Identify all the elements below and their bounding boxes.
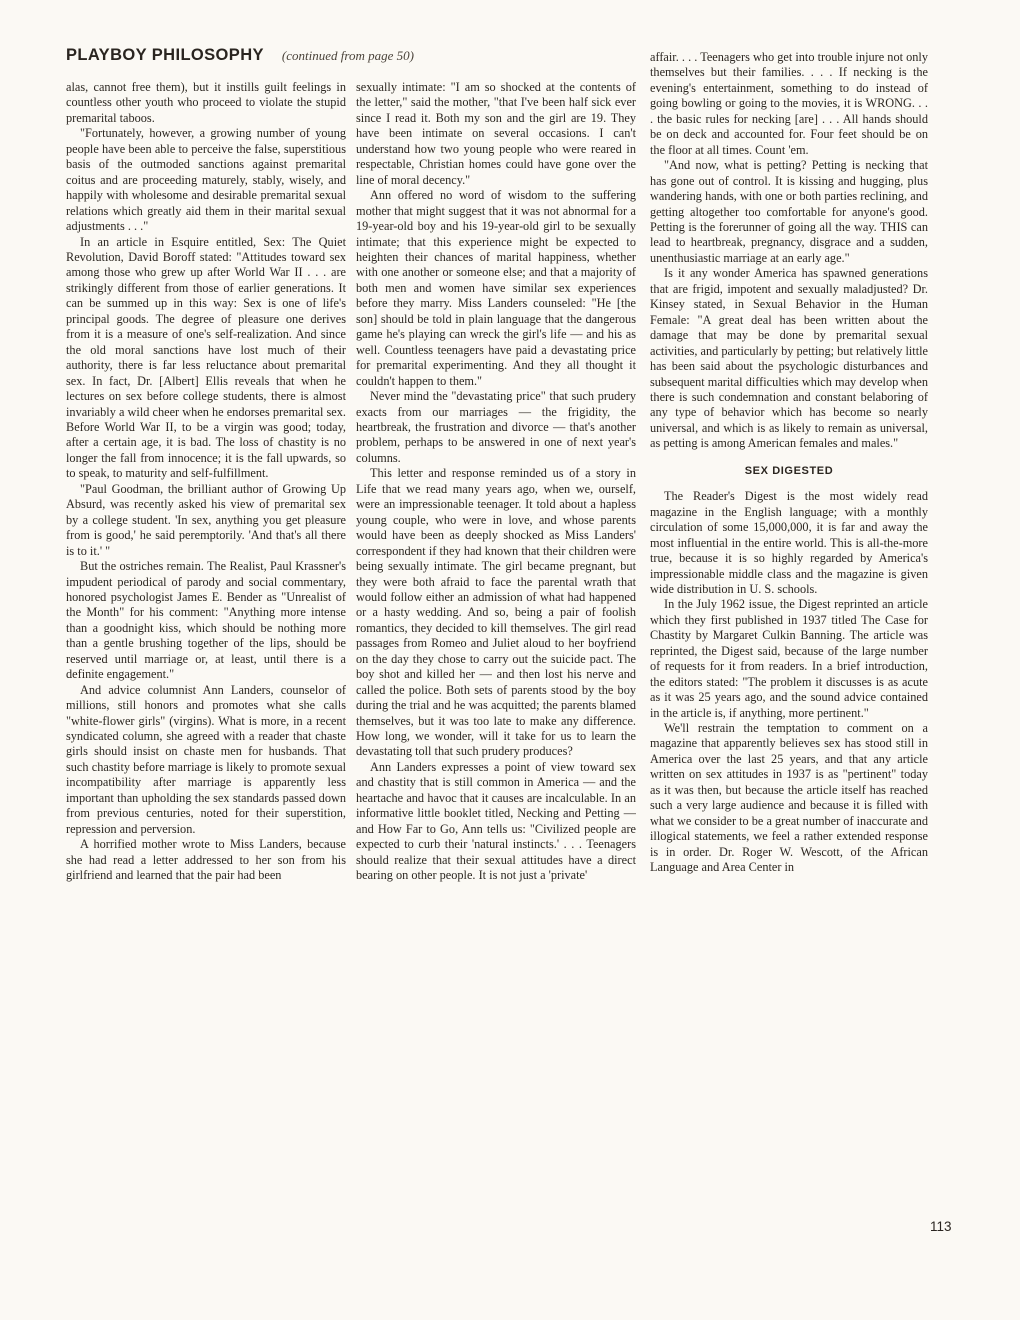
column-2 bbox=[356, 80, 636, 1280]
paragraph: Never mind the "devastating price" that such prudery exacts from our marriages — the frigidity, the heartbreak, the frustration and divorce — that's another problem, perhaps to be answered in one of next year's columns. bbox=[356, 389, 636, 465]
paragraph: sexually intimate: "I am so shocked at the contents of the letter," said the mother, "that I've been half sick ever since I read it. Both my son and the girl are 19. They have been intimate on several occasions. I can't understand how two young people who were reared in respectable, Christian homes could have gone over the line of moral decency." bbox=[356, 80, 636, 187]
running-header bbox=[66, 46, 626, 72]
paragraph: "Paul Goodman, the brilliant author of Growing Up Absurd, was recently asked his view of premarital sex by a college student. 'In sex, anything you get pleasure from is good,' he said peremptorily. 'And that's all there is to it.' " bbox=[66, 481, 346, 558]
paragraph: This letter and response reminded us of a story in Life that we read many years ago, when we, ourself, were an impressionable teenager. It told about a hapless young couple, who were in love, and whose parents would have been as deeply shocked as Miss Landers' correspondent if they had known that their children were being sexually intimate. The girl became pregnant, but they were both afraid to face the parental wrath that would follow either an admission of what had happened or a hasty wedding. And so, being a pair of foolish romantics, they decided to kill themselves. The girl read passages from Romeo and Juliet aloud to her boyfriend on the day they chose to carry out the suicide pact. The boy shot and killed her — and then lost his nerve and called the police. Both sets of parents stood by the boy during the trial and he was acquitted; the parents blamed themselves, but it was too late to make any difference. How long, we wonder, will it take for us to learn the devastating toll that such prudery produces? bbox=[356, 466, 636, 759]
paragraph: "And now, what is petting? Petting is necking that has gone out of control. It is kissing and hugging, plus wandering hands, with one or both parties reclining, and getting altogether too comfortable for anyone's good. Petting is the forerunner of going all the way. THIS can lead to heartbreak, pregnancy, disgrace and a sudden, unenthusiastic marriage at an early age." bbox=[650, 158, 928, 265]
paragraph: alas, cannot free them), but it instills guilt feelings in countless other youth who proceed to violate the stupid premarital taboos. bbox=[66, 80, 346, 125]
paragraph: Is it any wonder America has spawned generations that are frigid, impotent and sexually maladjusted? Dr. Kinsey stated, in Sexual Behavior in the Human Female: "A great deal has been written about the damage that may be done by premarital sexual activities, and particularly by petting; but relatively little has been said about the psychologic disturbances and subsequent marital difficulties which may develop when there is such condemnation and constant belaboring of any type of behavior which has become so nearly universal, and which is as likely to remain as universal, as petting is among American females and males." bbox=[650, 266, 928, 451]
subheading: SEX DIGESTED bbox=[744, 464, 834, 477]
column-3 bbox=[650, 50, 928, 1250]
paragraph: But the ostriches remain. The Realist, Paul Krassner's impudent periodical of parody and social commentary, honored psychologist James E. Bender as "Unrealist of the Month" for his comment: "Anything more intense than a goodnight kiss, which should be nothing more than a gentle brushing together of the lips, should be reserved until marriage or, at least, until there is a definite engagement." bbox=[66, 559, 346, 682]
paragraph: The Reader's Digest is the most widely read magazine in the English language; with a monthly circulation of some 15,000,000, it is far and away the most influential in the entire world. This is all-the-more true, because it is so highly regarded by America's impressionable middle class and the magazine is given wide distribution in U. S. schools. bbox=[650, 489, 928, 596]
section-title: PLAYBOY PHILOSOPHY bbox=[66, 46, 264, 64]
paragraph: In an article in Esquire entitled, Sex: The Quiet Revolution, David Boroff stated: "Attitudes toward sex among those who grew up after World War II . . . are strikingly different from those of earlier generations. It can be summed up in this way: Sex is one of life's principal goods. The degree of pleasure one derives from it is a measure of one's self-realization. And since the old moral sanctions have lost much of their authority, there is far less reluctance about premarital sex. In fact, Dr. [Albert] Ellis reveals that when he lectures on sex before college students, there is almost invariably a wild cheer when he endorses premarital sex. Before World War II, to be a virgin was good; today, after a certain age, it is bad. The loss of chastity is no longer the fall from innocence; it is the fall upwards, so to speak, to maturity and self-fulfillment. bbox=[66, 234, 346, 481]
paragraph: "Fortunately, however, a growing number of young people have been able to perceive the false, superstitious basis of the outmoded sanctions against premarital coitus and are proceeding maturely, stably, wisely, and happily with wholesome and desirable premarital sexual relations which greatly aid them in their marital sexual adjustments . . ." bbox=[66, 126, 346, 234]
paragraph: In the July 1962 issue, the Digest reprinted an article which they first published in 1937 titled The Case for Chastity by Margaret Culkin Banning. The article was reprinted, the Digest said, because of the large number of requests for it from readers. In a brief introduction, the editors stated: "The problem it discusses is as acute as it was 25 years ago, and the sound advice contained in the article is, if anything, more pertinent." bbox=[650, 597, 928, 720]
paragraph: Ann offered no word of wisdom to the suffering mother that might suggest that it was not abnormal for a 19-year-old boy and his 19-year-old girl to be sexually intimate; that this experience might be expected to heighten their chances of marital happiness, whether with one another or someone else; and that a majority of both men and women have similar sex experiences before they marry. Miss Landers counseled: "He [the son] should be told in plain language that the dangerous game he's playing can wreck the girl's life — and his as well. Countless teenagers have paid a devastating price for premarital experimenting. And they all thought it couldn't happen to them." bbox=[356, 188, 636, 388]
continuation-note: (continued from page 50) bbox=[281, 48, 414, 63]
paragraph: affair. . . . Teenagers who get into trouble injure not only themselves but their families. . . . If necking is the evening's entertainment, something to do instead of going bowling or going to the movies, it is WRONG. . . . the basic rules for necking [are] . . . All hands should be on deck and accounted for. Four feet should be on the floor at all times. Count 'em. bbox=[650, 50, 928, 157]
page-number: 113 bbox=[930, 1219, 952, 1234]
paragraph: A horrified mother wrote to Miss Landers, because she had read a letter addressed to her son from his girlfriend and learned that the pair had been bbox=[66, 837, 346, 883]
column-1 bbox=[66, 80, 346, 1280]
paragraph: Ann Landers expresses a point of view toward sex and chastity that is still common in America — and the heartache and havoc that it causes are incalculable. In an informative little booklet titled, Necking and Petting — and How Far to Go, Ann tells us: "Civilized people are expected to curb their 'natural instincts.' . . . Teenagers should realize that their sexual attitudes have a direct bearing on other people. It is not just a 'private' bbox=[356, 759, 636, 883]
paragraph: We'll restrain the temptation to comment on a magazine that apparently believes sex has stood still in America over the last 25 years, and that any article written on sex attitudes in 1937 is as "pertinent" today as it was then, but because the article itself has reached such a very large audience and because it is filled with what we consider to be a great number of inaccurate and illogical statements, we feel a rather extended response is in order. Dr. Roger W. Wescott, of the African Language and Area Center in bbox=[650, 721, 928, 875]
paragraph: And advice columnist Ann Landers, counselor of millions, still honors and promotes what she calls "white-flower girls" (virgins). What is more, in a recent syndicated column, she agreed with a reader that chaste girls should insist on chaste men for husbands. That such chastity before marriage is likely to promote sexual incompatibility after marriage is apparently less important than upholding the sex standards passed down from previous centuries, noted for their superstition, repression and perversion. bbox=[66, 682, 346, 836]
